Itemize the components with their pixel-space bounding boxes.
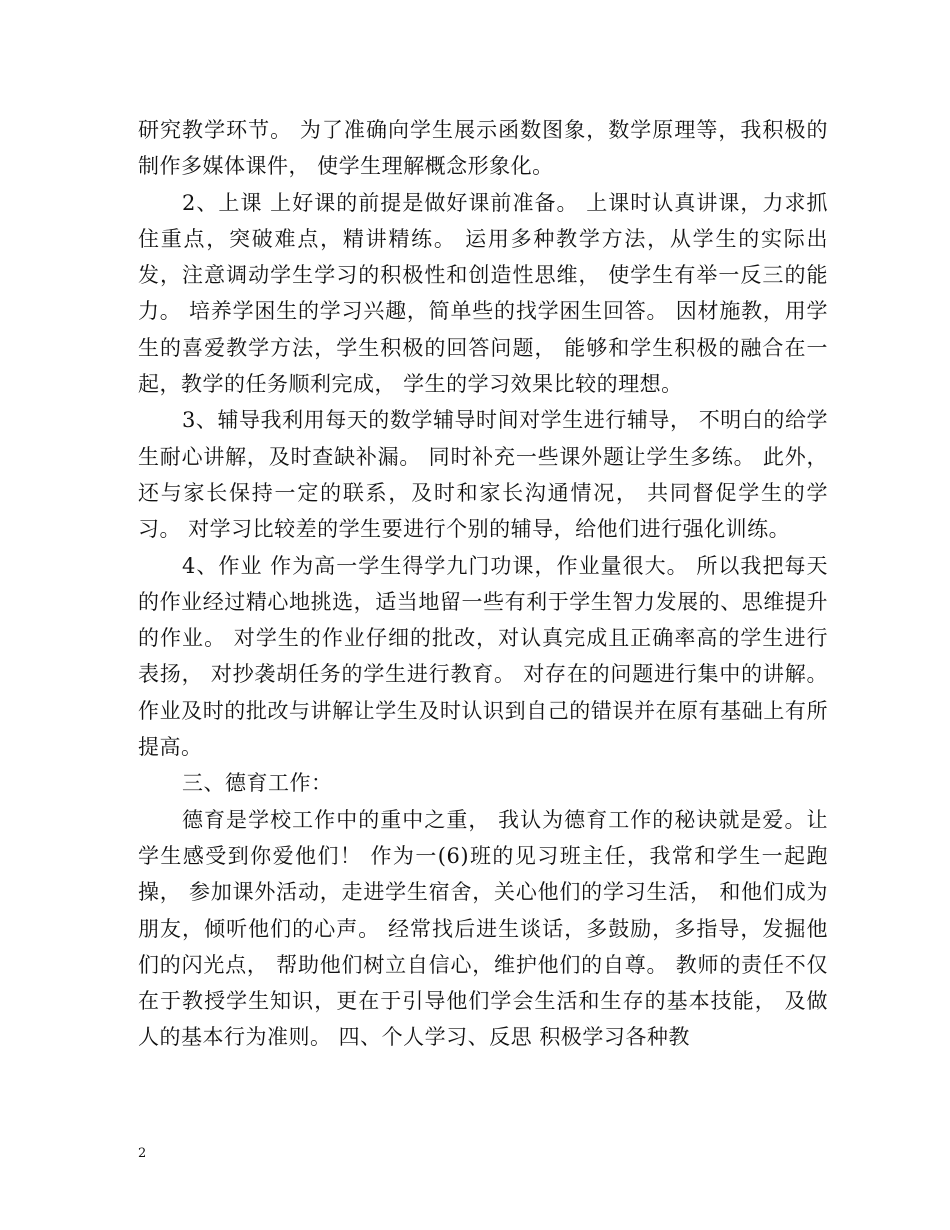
- document-body: [138, 112, 828, 1056]
- paragraph-homework: 4、作业 作为高一学生得学九门功课，作业量很大。 所以我把每天的作业经过精心地挑选，适当地留一些有利于学生智力发展的、思维提升的作业。 对学生的作业仔细的批改，对认真完成且正确率高的学生进行表扬， 对抄袭胡任务的学生进行教育。 对存在的问题进行集中的讲解。 作业及时的批改与讲解让学生及时认识到自己的错误并在原有基础上有所提高。: [138, 553, 828, 760]
- paragraph-tutoring: 3、辅导我利用每天的数学辅导时间对学生进行辅导， 不明白的给学生耐心讲解，及时查缺补漏。 同时补充一些课外题让学生多练。 此外，还与家长保持一定的联系，及时和家长沟通情况， 共同督促学生的学习。 对学习比较差的学生要进行个别的辅导，给他们进行强化训练。: [138, 408, 828, 542]
- paragraph-moral-education: 德育是学校工作中的重中之重， 我认为德育工作的秘诀就是爱。让学生感受到你爱他们！ 作为一(6)班的见习班主任，我常和学生一起跑操， 参加课外活动，走进学生宿舍，关心他们的学习生活， 和他们成为朋友，倾听他们的心声。 经常找后进生谈话，多鼓励，多指导，发掘他们的闪光点， 帮助他们树立自信心，维护他们的自尊。 教师的责任不仅在于教授学生知识，更在于引导他们学会生活和生存的基本技能， 及做人的基本行为准则。 四、个人学习、反思 积极学习各种教: [138, 807, 828, 1050]
- paragraph-teaching-prep-continued: 研究教学环节。 为了准确向学生展示函数图象，数学原理等，我积极的制作多媒体课件， 使学生理解概念形象化。: [138, 118, 828, 179]
- page-number: 2: [138, 1146, 147, 1161]
- section-heading-moral-education: 三、德育工作：: [182, 771, 333, 796]
- paragraph-lecturing: 2、上课 上好课的前提是做好课前准备。 上课时认真讲课，力求抓住重点，突破难点，精讲精练。 运用多种教学方法，从学生的实际出发，注意调动学生学习的积极性和创造性思维， 使学生有举一反三的能力。 培养学困生的学习兴趣，简单些的找学困生回答。 因材施教，用学生的喜爱教学方法，学生积极的回答问题， 能够和学生积极的融合在一起，教学的任务顺利完成， 学生的学习效果比较的理想。: [138, 190, 828, 397]
